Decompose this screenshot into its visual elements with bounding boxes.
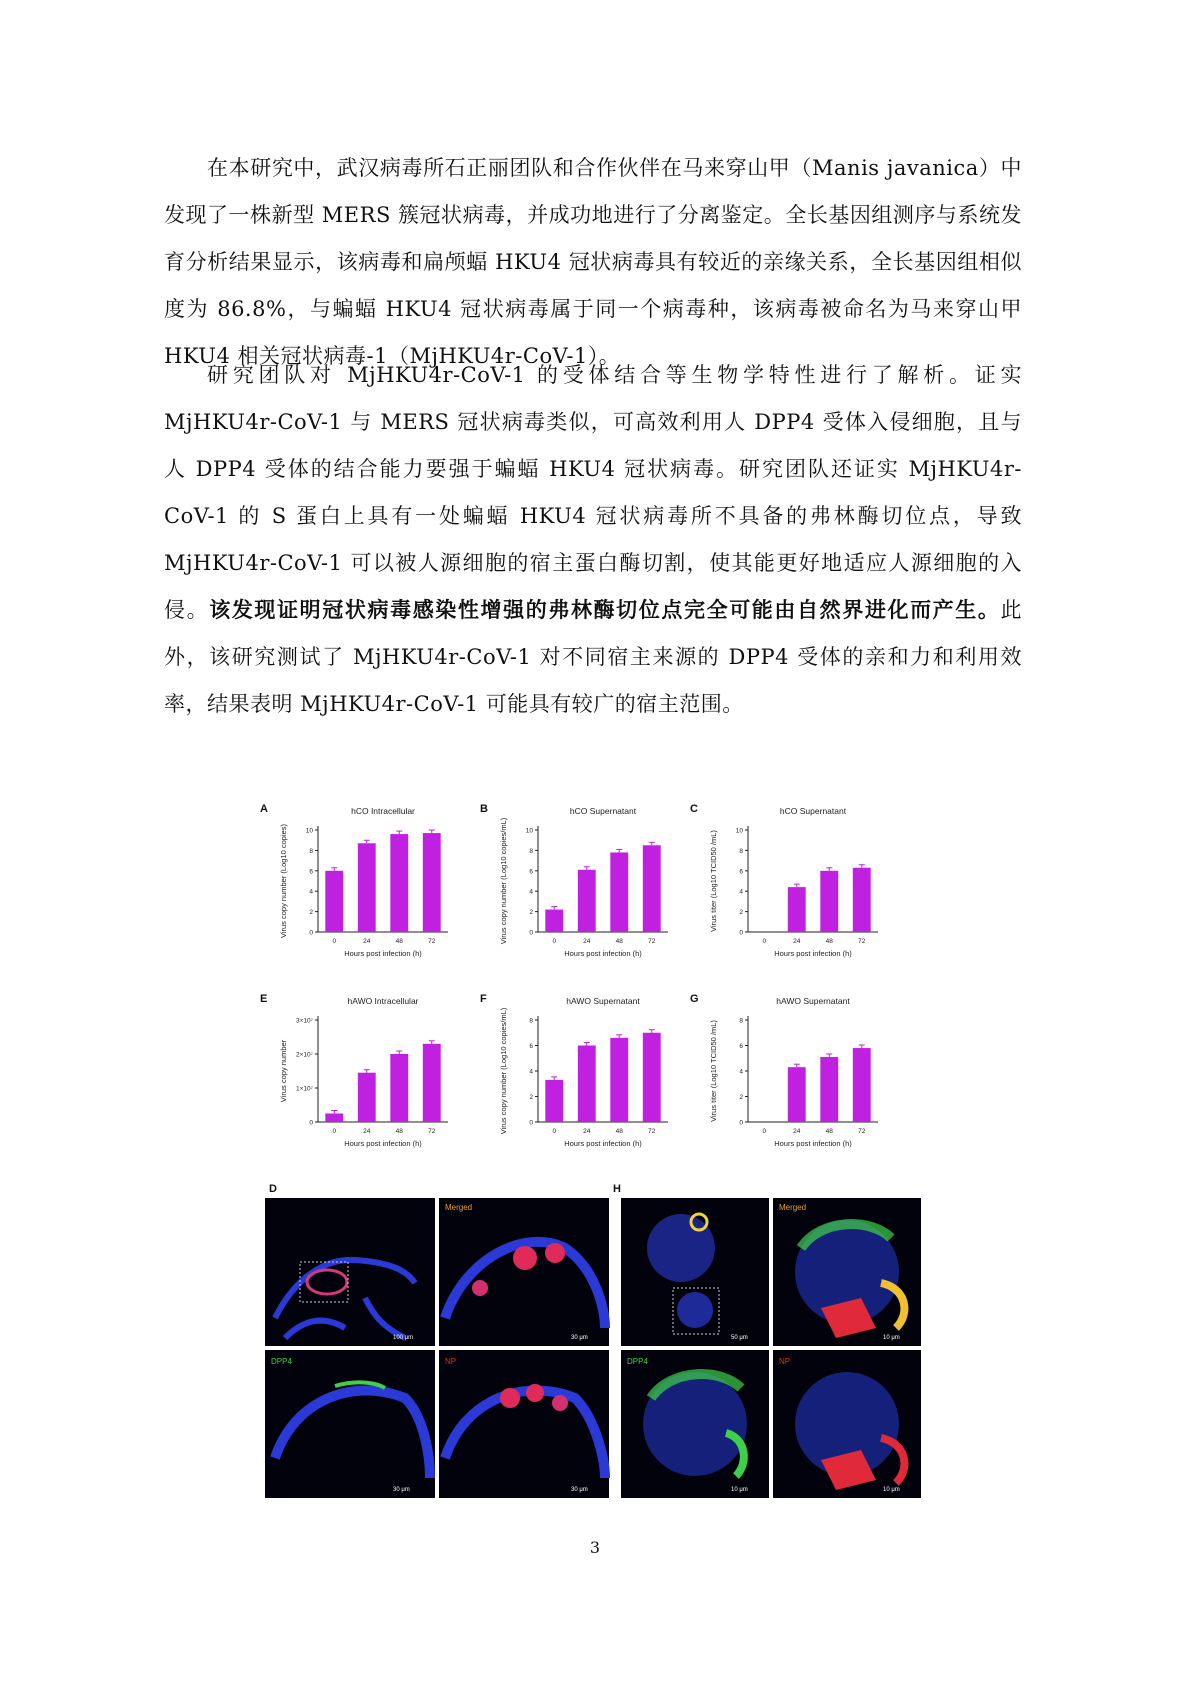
bar: [325, 871, 343, 932]
y-tick-label: 4: [529, 888, 533, 896]
paragraph-2-bold: 该发现证明冠状病毒感染性增强的弗林酶切位点完全可能由自然界进化而产生。: [209, 598, 1001, 622]
y-tick-label: 6: [529, 1043, 533, 1050]
dpp4-label: DPP4: [627, 1357, 648, 1366]
bar: [578, 870, 596, 932]
bar: [578, 1046, 596, 1123]
bar: [820, 1057, 838, 1122]
x-tick-label: 24: [363, 1128, 371, 1135]
x-tick-label: 24: [583, 938, 591, 945]
panel-label: F: [480, 993, 487, 1005]
y-tick-label: 6: [309, 868, 313, 876]
y-tick-label: 2: [309, 909, 313, 917]
bar: [545, 910, 563, 932]
bar: [545, 1080, 563, 1122]
paragraph-2-text-end: 此外，该研究测试了 MjHKU4r-CoV-1 对不同宿主来源的 DPP4 受体的亲和力和利用效率，结果表明 MjHKU4r-CoV-1 可能具有较广的宿主范围。: [164, 598, 1022, 716]
y-tick-label: 4: [739, 888, 743, 896]
y-tick-label: 10: [735, 827, 743, 835]
y-tick-label: 8: [309, 847, 313, 855]
y-axis-label: Virus copy number: [279, 1039, 288, 1103]
y-tick-label: 0: [529, 1119, 533, 1127]
y-tick-label: 10: [305, 827, 313, 835]
bar: [610, 852, 628, 932]
chart-e: [258, 990, 468, 1170]
y-tick-label: 4: [309, 888, 313, 896]
x-axis-label: Hours post infection (h): [774, 949, 852, 958]
paragraph-2: [164, 352, 1022, 728]
bar: [788, 1067, 806, 1122]
chart-title: hAWO Intracellular: [347, 996, 419, 1006]
dpp4-label: DPP4: [271, 1357, 292, 1366]
x-tick-label: 72: [858, 1128, 866, 1135]
bar: [358, 1073, 376, 1122]
chart-f: [478, 990, 688, 1170]
bar: [788, 887, 806, 932]
x-tick-label: 24: [793, 1128, 801, 1135]
scale-bar-label: 10 μm: [883, 1487, 900, 1493]
x-tick-label: 72: [858, 938, 866, 945]
micro-tile: [265, 1198, 435, 1346]
y-axis-label: Virus titer (Log10 TCID50 /mL): [709, 830, 718, 932]
chart-title: hCO Supernatant: [779, 806, 847, 816]
y-tick-label: 0: [309, 929, 313, 937]
x-axis-label: Hours post infection (h): [344, 1139, 422, 1148]
merged-label: Merged: [445, 1203, 473, 1212]
x-tick-label: 48: [395, 938, 403, 945]
x-tick-label: 0: [552, 938, 557, 945]
x-tick-label: 48: [825, 1128, 833, 1135]
y-tick-label: 2: [739, 1094, 743, 1101]
panel-label: G: [690, 993, 699, 1005]
x-axis-label: Hours post infection (h): [564, 949, 642, 958]
y-axis-label: Virus copy number (Log10 copies/mL): [499, 817, 508, 945]
x-tick-label: 72: [428, 938, 436, 945]
x-tick-label: 0: [552, 1128, 557, 1135]
x-tick-label: 0: [332, 1128, 337, 1135]
y-tick-label: 8: [739, 847, 743, 855]
bar: [610, 1038, 628, 1122]
y-tick-label: 0: [309, 1119, 313, 1127]
bar: [853, 1048, 871, 1122]
x-tick-label: 0: [762, 938, 767, 945]
paragraph-1: 在本研究中，武汉病毒所石正丽团队和合作伙伴在马来穿山甲（Manis javanica）中发现了一株新型 MERS 簇冠状病毒，并成功地进行了分离鉴定。全长基因组测序与系统发育分析结果显示，该病毒和扁颅蝠 HKU4 冠状病毒具有较近的亲缘关系，全长基因组相似度为 86.8%，与蝙蝠 HKU4 冠状病毒属于同一个病毒种，该病毒被命名为马来穿山甲 HKU4 相关冠状病毒-1（MjHKU4r-CoV-1）。: [164, 156, 1022, 368]
y-axis-label: Virus titer (Log10 TCID50 /mL): [709, 1020, 718, 1122]
bar: [423, 833, 441, 932]
chart-title: hAWO Supernatant: [566, 996, 640, 1006]
y-axis-label: Virus copy number (Log10 copies): [279, 823, 288, 939]
x-tick-label: 48: [825, 938, 833, 945]
y-tick-label: 8: [529, 1017, 533, 1025]
chart-title: hAWO Supernatant: [776, 996, 850, 1006]
microscopy-panel-d: [265, 1183, 617, 1500]
y-tick-label: 2: [529, 1094, 533, 1101]
y-tick-label: 4: [739, 1068, 743, 1076]
scale-bar-label: 10 μm: [883, 1335, 900, 1341]
y-tick-label: 8: [529, 847, 533, 855]
bar: [390, 1054, 408, 1122]
chart-c: [688, 800, 898, 980]
microscopy-panel-h: [613, 1183, 923, 1500]
x-tick-label: 0: [762, 1128, 767, 1135]
panel-label: A: [260, 803, 268, 815]
merged-label: Merged: [779, 1203, 807, 1212]
chart-a: [258, 800, 468, 980]
x-tick-label: 24: [793, 938, 801, 945]
x-tick-label: 72: [648, 938, 656, 945]
y-tick-label: 0: [529, 929, 533, 937]
x-axis-label: Hours post infection (h): [344, 949, 422, 958]
y-tick-label: 2: [529, 909, 533, 917]
chart-b: [478, 800, 688, 980]
y-tick-label: 1×10⁷: [296, 1085, 313, 1093]
y-tick-label: 0: [739, 929, 743, 937]
panel-label: C: [690, 803, 698, 815]
bar: [853, 868, 871, 932]
x-tick-label: 72: [648, 1128, 656, 1135]
x-tick-label: 24: [363, 938, 371, 945]
x-tick-label: 24: [583, 1128, 591, 1135]
scale-bar-label: 10 μm: [731, 1487, 748, 1493]
page-number: 3: [589, 1538, 601, 1557]
x-axis-label: Hours post infection (h): [774, 1139, 852, 1148]
panel-label-h: H: [613, 1183, 621, 1195]
scale-bar-label: 50 μm: [731, 1335, 748, 1341]
bar: [390, 834, 408, 932]
x-tick-label: 48: [615, 938, 623, 945]
y-tick-label: 10: [525, 827, 533, 835]
x-tick-label: 72: [428, 1128, 436, 1135]
y-tick-label: 6: [529, 868, 533, 876]
y-tick-label: 4: [529, 1068, 533, 1076]
y-tick-label: 2: [739, 909, 743, 917]
panel-label: E: [260, 993, 268, 1005]
scale-bar-label: 30 μm: [571, 1335, 588, 1341]
chart-title: hCO Supernatant: [569, 806, 637, 816]
y-tick-label: 0: [739, 1119, 743, 1127]
y-tick-label: 2×10⁷: [296, 1051, 313, 1059]
chart-g: [688, 990, 898, 1170]
scale-bar-label: 30 μm: [393, 1487, 410, 1493]
y-tick-label: 8: [739, 1017, 743, 1025]
bar: [643, 845, 661, 932]
np-label: NP: [779, 1357, 791, 1366]
y-tick-label: 6: [739, 868, 743, 876]
chart-title: hCO Intracellular: [351, 806, 415, 816]
bar: [358, 843, 376, 932]
y-tick-label: 6: [739, 1043, 743, 1050]
panel-label: B: [480, 803, 488, 815]
x-tick-label: 48: [615, 1128, 623, 1135]
y-tick-label: 3×10⁷: [296, 1017, 313, 1025]
y-axis-label: Virus copy number (Log10 copies/mL): [499, 1007, 508, 1135]
scale-bar-label: 100 μm: [393, 1335, 414, 1341]
np-label: NP: [445, 1357, 457, 1366]
x-axis-label: Hours post infection (h): [564, 1139, 642, 1148]
panel-label-d: D: [269, 1183, 277, 1195]
bar: [820, 871, 838, 932]
bar: [325, 1114, 343, 1123]
bar: [643, 1033, 661, 1122]
x-tick-label: 48: [395, 1128, 403, 1135]
scale-bar-label: 30 μm: [571, 1487, 588, 1493]
paragraph-2-text: 研究团队对 MjHKU4r-CoV-1 的受体结合等生物学特性进行了解析。证实 MjHKU4r-CoV-1 与 MERS 冠状病毒类似，可高效利用人 DPP4 受体入侵细胞，且与人 DPP4 受体的结合能力要强于蝙蝠 HKU4 冠状病毒。研究团队还证实 MjHKU4r-CoV-1 的 S 蛋白上具有一处蝙蝠 HKU4 冠状病毒所不具备的弗林酶切位点，导致 MjHKU4r-CoV-1 可以被人源细胞的宿主蛋白酶切割，使其能更好地适应人源细胞的入侵。: [164, 363, 1022, 622]
bar: [423, 1044, 441, 1122]
x-tick-label: 0: [332, 938, 337, 945]
